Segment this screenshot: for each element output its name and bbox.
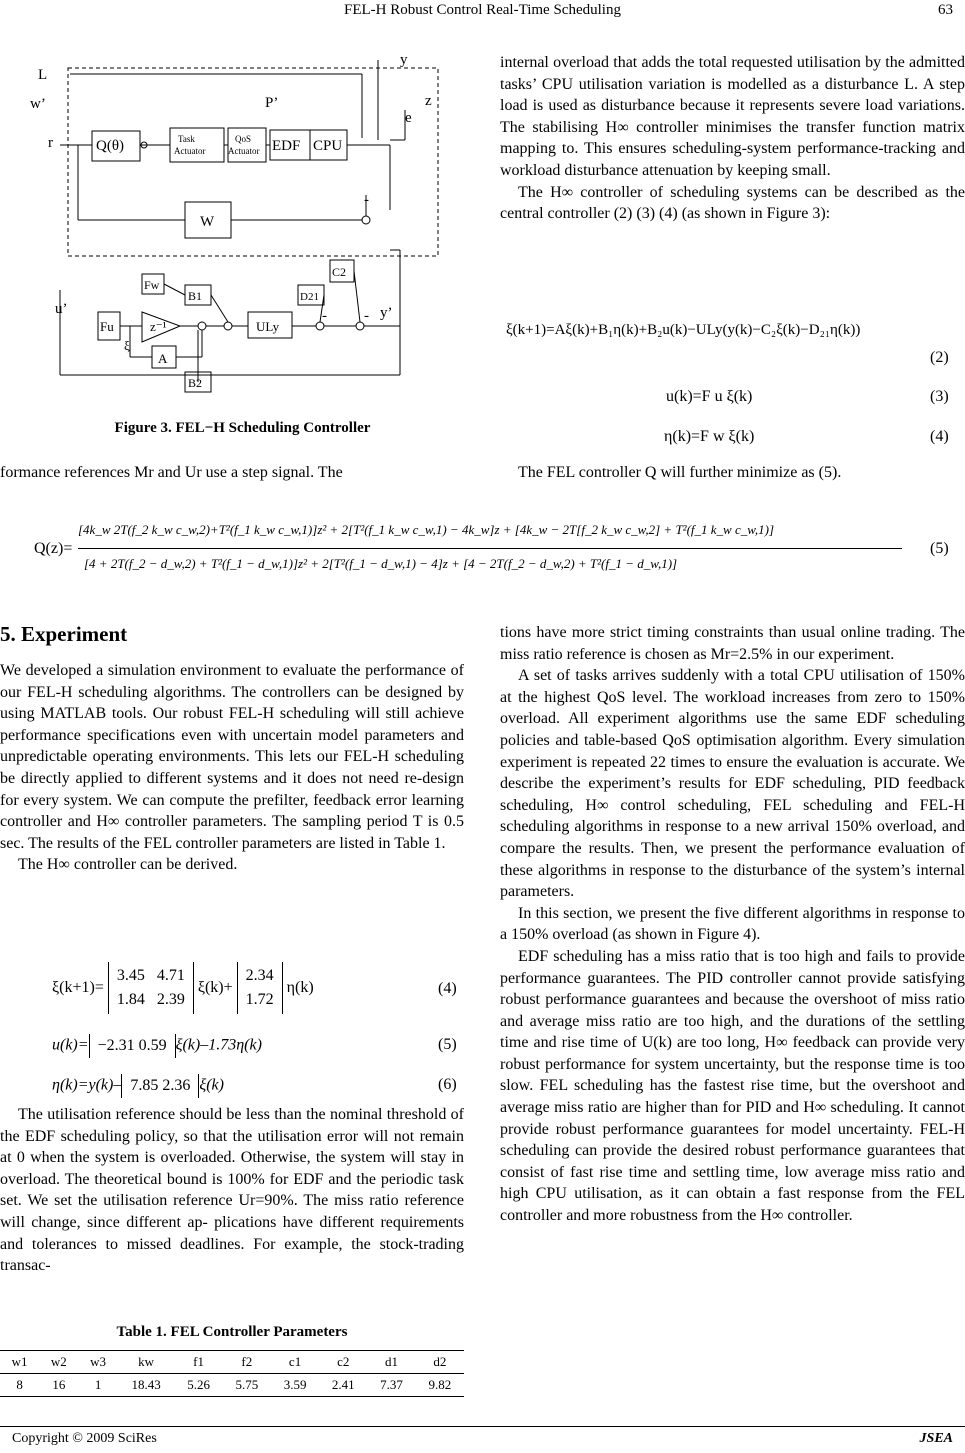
table-cell: 16 [39,1374,78,1397]
eq-mid: ξ(k)+ [197,979,233,996]
row-vector: 7.85 2.36 [121,1074,199,1098]
equation-2: ξ(k+1)=Aξ(k)+B₁η(k)+B₂u(k)−ULy(y(k)−C₂ξ(k)−D₂₁η(k)) [506,322,861,338]
equation-3: u(k)=F u ξ(k) [666,388,753,405]
label-ULy: ULy [256,319,280,334]
eq-number: (6) [438,1076,457,1093]
matrix-A [108,962,194,1014]
label-edf: EDF [272,138,301,154]
label-B1: B1 [188,289,203,303]
table-header-cell: d1 [367,1351,415,1374]
paragraph: In this section, we present the five different algorithms in response to a 150% overload (as shown in Figure 4). [500,904,965,944]
fraction-bar [78,548,902,549]
matrix-cell: 1.84 [116,991,145,1008]
label-y: y [400,52,408,68]
table-cell: 1 [78,1374,117,1397]
equation-4: η(k)=F w ξ(k) [664,428,755,445]
table-header-cell: c1 [271,1351,319,1374]
table-header-cell: kw [118,1351,175,1374]
page-number: 63 [938,2,953,18]
label-yp: y’ [380,305,393,321]
left-column-body [0,660,464,876]
matrix-cell: 3.45 [116,967,145,984]
label-task1: Task [178,134,195,144]
table-header-cell: w1 [0,1351,39,1374]
label-Q: Q(θ) [96,138,125,154]
label-minus3: - [364,308,369,324]
equation-4-matrix [52,962,314,1014]
table-row [0,1374,464,1397]
eq-lhs: u(k)= [52,1036,89,1054]
label-B2: B2 [188,376,203,390]
label-xi: ξ [124,338,130,353]
eq-lhs: ξ(k+1)= [52,979,104,996]
label-Fw: Fw [144,278,160,292]
eq-number: (5) [930,540,949,557]
label-Fu: Fu [100,319,114,334]
equation-qz-lhs: Q(z)= [34,540,73,557]
label-w: w’ [30,96,46,112]
section-heading: 5. Experiment [0,622,128,646]
left-fragment: formance references Mr and Ur use a step signal. The [0,464,343,481]
running-header: FEL-H Robust Control Real-Time Scheduling [344,2,621,18]
paragraph: tions have more strict timing constraints than usual online trading. The miss ratio reference is chosen as Mr=2.5% in our experiment. [500,624,965,663]
params-table [0,1350,464,1397]
label-z: z [425,93,432,109]
paragraph: A set of tasks arrives suddenly with a total CPU utilisation of 150% at the highest QoS level. The workload increases from zero to 150% overload. All experiment algorithms use the same EDF scheduling policies and table-based QoS optimisation algorithm. Every simulation experiment is repeated 22 times to ensure the evaluation is accurate. We describe the experiment’s results for EDF scheduling, PID feedback scheduling, H∞ control scheduling, FEL scheduling and FEL-H scheduling algorithms in response to a new arrival 150% overload, and compare the results. Then, we present the performance evaluation of these algorithms in response to the disturbance of the system’s internal parameters. [500,667,965,901]
eq-number: (5) [438,1036,457,1053]
eq-rhs: η(k) [286,979,314,996]
table-cell: 3.59 [271,1374,319,1397]
paragraph: The utilisation reference should be less than the nominal threshold of the EDF scheduling policy, so that the utilisation error will not remain at 0 when the system is overloaded. Otherwise, the system will stay in overload. The theoretical bound is 100% for EDF and the periodic task set. We set the utilisation reference Ur=90%. The miss ratio reference will change, since different ap- plications have different requirements and tolerances to missed deadlines. For example, the stock-trading transac- [0,1106,464,1275]
paragraph: The FEL controller Q will further minimize as (5). [518,464,842,481]
label-e: e [405,110,412,126]
table-header-cell: d2 [416,1351,464,1374]
eq-number: (3) [930,388,949,405]
label-cpu: CPU [313,138,343,154]
paragraph: We developed a simulation environment to evaluate the performance of our FEL-H scheduling algorithms. The controllers can be designed by using MATLAB tools. Our robust FEL-H scheduling will still achieve performance specifications even with uncertain model parameters and unpredictable operating environments. This lets our FEL-H scheduling be directly applied to different systems and it does not need re-design for every system. We can compute the prefilter, feedback error learning controller and H∞ controller parameters. The sampling period T is 0.5 sec. The results of the FEL controller parameters are listed in Table 1. [0,662,464,852]
right-column-body [500,622,965,1227]
right-column-top [500,52,965,225]
label-qos1: QoS [235,134,252,144]
paragraph: The H∞ controller of scheduling systems can be described as the central controller (2) (3) (4) (as shown in Figure 3): [500,183,965,223]
matrix-cell: 2.34 [245,967,274,984]
paragraph: internal overload that adds the total requested utilisation by the admitted tasks’ CPU utilisation variation is modelled as a disturbance L. A step load is used as disturbance because it represents severe load variations. The stabilising H∞ controller minimises the transfer function matrix mapping to. This ensures scheduling-system performance-tracking and workload disturbance attenuation by keeping small. [500,54,965,179]
table-header-row [0,1351,464,1374]
table-cell: 9.82 [416,1374,464,1397]
label-P: P’ [265,95,279,111]
table-header-cell: c2 [319,1351,367,1374]
table-cell: 18.43 [118,1374,175,1397]
label-W: W [200,214,215,230]
equation-qz-denominator: [4 + 2T(f_2 − d_w,2) + T²(f_1 − d_w,1)]z² + 2[T²(f_1 − d_w,1) − 4]z + [4 − 2T(f_2 − d_w,2) + T²(f_1 − d_w,1)] [84,556,678,571]
table-caption: Table 1. FEL Controller Parameters [116,1324,348,1340]
figure-caption: Figure 3. FEL−H Scheduling Controller [114,420,371,436]
table-cell: 5.26 [174,1374,222,1397]
label-zinv: z⁻¹ [150,319,167,334]
matrix-cell: 4.71 [156,967,185,984]
matrix-cell: 2.39 [156,991,185,1008]
label-C2: C2 [332,265,347,279]
table-header-cell: f1 [174,1351,222,1374]
eq-number: (2) [930,349,949,366]
equation-6-line [52,1074,224,1098]
label-minus1: - [364,192,369,208]
eq-lhs: η(k)=y(k)– [52,1076,122,1094]
label-qos2: Actuator [228,146,260,156]
equation-qz-numerator: [4k_w 2T(f_2 k_w c_w,2)+T²(f_1 k_w c_w,1)]z² + 2[T²(f_1 k_w c_w,1) − 4k_w]z + [4k_w − 2T[f_2 k_w c_w,2] + T²(f_1 k_w c_w,1)] [78,522,775,537]
table-header-cell: w2 [39,1351,78,1374]
table-cell: 8 [0,1374,39,1397]
eq-number: (4) [438,980,457,997]
table-cell: 7.37 [367,1374,415,1397]
equation-5-line [52,1034,262,1058]
footer-rule [0,1426,965,1427]
paragraph: EDF scheduling has a miss ratio that is too high and fails to provide performance guarantees. The PID controller cannot provide satisfying robust performance guarantees and because the overshoot of miss ratio and average miss ratio are too high, and the durations of the settling time and rise time of U(k) are too long, H∞ feedback can provide very robust performance for system uncertainty, but the response time is too slow. FEL scheduling has the fastest rise time, but the overshoot and average miss ratio are higher than for PID and H∞ scheduling. It cannot provide robust performance guarantees for model uncertainty. FEL-H scheduling can provide the desired robust performance guarantees that consist of fast rise time and settling time, low average miss ratio and high CPU utilisation, as it can obtain a fast response from the FEL controller and more robustness from the H∞ controller. [500,947,965,1225]
footer-copyright: Copyright © 2009 SciRes [12,1431,157,1446]
row-vector: −2.31 0.59 [89,1034,176,1058]
label-task2: Actuator [174,146,206,156]
table-header-cell: w3 [78,1351,117,1374]
paragraph: The H∞ controller can be derived. [18,856,238,874]
label-L: L [38,67,48,83]
label-r: r [48,135,53,151]
block-diagram [20,50,465,400]
label-minus2: - [322,308,327,324]
label-A: A [158,351,168,366]
label-u: u’ [55,301,68,317]
table-cell: 5.75 [223,1374,271,1397]
table-header-cell: f2 [223,1351,271,1374]
eq-rhs: ξ(k) [199,1076,224,1094]
matrix-B [237,962,283,1014]
footer-journal: JSEA [919,1431,953,1446]
table-cell: 2.41 [319,1374,367,1397]
matrix-cell: 1.72 [245,991,274,1008]
eq-rhs: ξ(k)–1.73η(k) [175,1036,262,1054]
label-D21: D21 [300,291,319,303]
eq-number: (4) [930,428,949,445]
